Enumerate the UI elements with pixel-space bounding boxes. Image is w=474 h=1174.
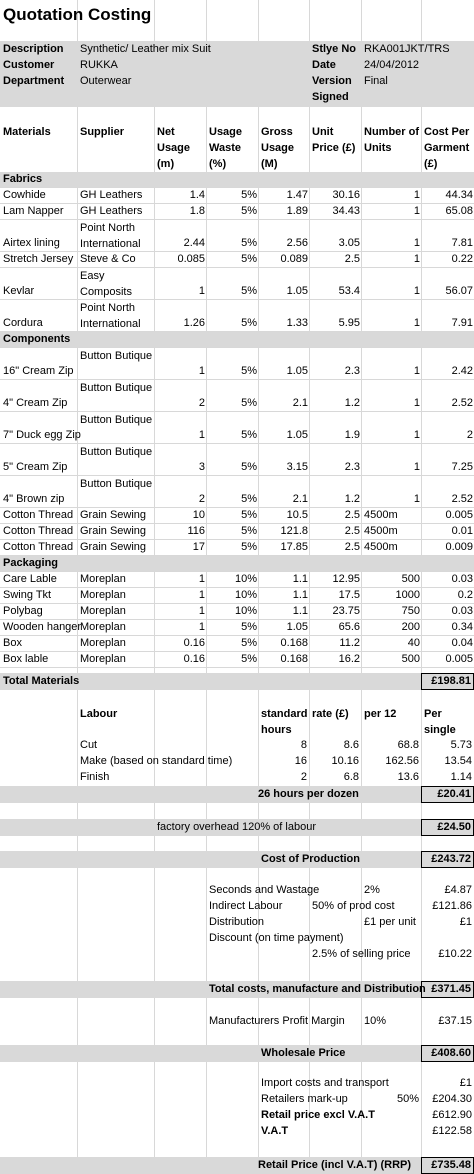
section-header-packaging — [0, 556, 474, 572]
table-row — [0, 620, 474, 636]
indirect-value: £121.86 — [432, 900, 472, 912]
cell-g: 1.1 — [292, 589, 308, 601]
cell-w: 5% — [241, 637, 257, 649]
total-costs-row — [0, 981, 474, 998]
supplier-name: Moreplan — [80, 605, 126, 617]
cell-p: 3.05 — [338, 237, 360, 249]
cell-n: 1 — [198, 621, 205, 633]
title-row — [0, 0, 474, 30]
cell-n: 0.085 — [177, 253, 205, 265]
material-name: 16" Cream Zip — [3, 365, 74, 377]
cell-p: 11.2 — [339, 637, 360, 649]
cell-u: 1 — [413, 317, 420, 329]
overhead-label: factory overhead 120% of labour — [157, 821, 316, 833]
cell-c: 0.34 — [451, 621, 473, 633]
labour-hours: 8 — [300, 739, 307, 751]
cell-c: 0.005 — [445, 509, 473, 521]
cell-p: 65.6 — [338, 621, 360, 633]
table-row — [0, 412, 474, 444]
date-label: Date — [312, 59, 336, 71]
cell-g: 0.089 — [280, 253, 308, 265]
cell-c: 7.91 — [451, 317, 473, 329]
customer-value: RUKKA — [80, 59, 118, 71]
supplier-name: Button Butique — [80, 414, 153, 426]
section-header-fabrics — [0, 172, 474, 188]
col-header-usage-waste: Usage Waste (%) — [209, 126, 243, 170]
labour-per12: 162.56 — [385, 755, 419, 767]
supplier-name: Grain Sewing — [80, 509, 147, 521]
table-row — [0, 268, 474, 300]
retail-final-value: £735.48 — [421, 1157, 474, 1174]
cell-u: 200 — [401, 621, 420, 633]
material-name: Swing Tkt — [3, 589, 52, 601]
cell-w: 5% — [241, 189, 257, 201]
cell-c: 65.08 — [445, 205, 473, 217]
cell-n: 1 — [198, 365, 205, 377]
cell-g: 1.05 — [286, 621, 308, 633]
date-value: 24/04/2012 — [364, 59, 420, 71]
labour-name: Make (based on standard time) — [80, 755, 233, 767]
cell-p: 2.5 — [344, 509, 360, 521]
cell-p: 5.95 — [338, 317, 360, 329]
supplier-name: Button Butique — [80, 382, 153, 394]
labour-rate: 10.16 — [331, 755, 359, 767]
labour-single: 13.54 — [444, 755, 472, 767]
cell-w: 10% — [234, 589, 257, 601]
total-costs-label: Total costs, manufacture and Distribution — [209, 983, 426, 995]
discount-label: Discount (on time payment) — [209, 932, 344, 944]
labour-total-label: 26 hours per dozen — [258, 788, 359, 800]
overhead-row — [0, 819, 474, 836]
cell-g: 2.56 — [286, 237, 308, 249]
supplier-name: Button Butique — [80, 350, 153, 362]
labour-row — [0, 754, 474, 770]
cell-g: 121.8 — [280, 525, 308, 537]
labour-per12-header: per 12 — [364, 708, 397, 720]
supplier-name: Easy Composits — [80, 270, 132, 298]
section-label: Components — [3, 333, 71, 345]
supplier-name: Moreplan — [80, 653, 126, 665]
labour-single-header: Per single — [424, 708, 456, 736]
col-header-units: Number of Units — [364, 126, 419, 154]
labour-single: 5.73 — [450, 739, 472, 751]
vat-label: V.A.T — [261, 1125, 289, 1137]
supplier-name: Grain Sewing — [80, 541, 147, 553]
labour-single: 1.14 — [450, 771, 472, 783]
cell-p: 2.3 — [344, 365, 360, 377]
table-row — [0, 572, 474, 588]
cell-g: 1.05 — [286, 285, 308, 297]
supplier-name: Moreplan — [80, 589, 126, 601]
supplier-name: Steve & Co — [80, 253, 136, 265]
labour-hours: 2 — [300, 771, 307, 783]
labour-header — [0, 706, 474, 740]
cell-u: 1 — [413, 253, 420, 265]
cell-p: 2.5 — [344, 253, 360, 265]
cost-of-production-label: Cost of Production — [261, 853, 360, 865]
cell-p: 1.2 — [344, 493, 360, 505]
material-name: 7" Duck egg Zip — [3, 429, 81, 441]
style-label: Stlye No — [312, 43, 357, 55]
indirect-label: Indirect Labour — [209, 900, 283, 912]
signed-label: Signed — [312, 91, 349, 103]
cell-c: 0.2 — [457, 589, 473, 601]
cell-n: 3 — [198, 461, 205, 473]
cell-g: 0.168 — [280, 653, 308, 665]
table-row — [0, 444, 474, 476]
labour-label: Labour — [80, 708, 118, 720]
wholesale-value: £408.60 — [421, 1045, 474, 1062]
material-name: Cotton Thread — [3, 541, 74, 553]
profit-row — [0, 1014, 474, 1031]
table-row — [0, 524, 474, 540]
cell-u: 4500m — [364, 509, 398, 521]
table-row — [0, 604, 474, 620]
supplier-name: Moreplan — [80, 573, 126, 585]
cell-u: 500 — [401, 573, 420, 585]
description-label: Description — [3, 43, 64, 55]
material-name: Box — [3, 637, 22, 649]
distribution-block — [0, 884, 474, 981]
material-name: Lam Napper — [3, 205, 64, 217]
cell-w: 5% — [241, 205, 257, 217]
cell-g: 17.85 — [280, 541, 308, 553]
cost-of-production-value: £243.72 — [421, 851, 474, 868]
cell-g: 0.168 — [280, 637, 308, 649]
indirect-rate: 50% of prod cost — [312, 900, 395, 912]
cell-n: 1 — [198, 429, 205, 441]
description-value: Synthetic/ Leather mix Suit — [80, 43, 211, 55]
cell-u: 1 — [413, 397, 420, 409]
table-row — [0, 380, 474, 412]
cell-n: 10 — [192, 509, 205, 521]
labour-rate-header: rate (£) — [312, 708, 349, 720]
cell-n: 17 — [192, 541, 205, 553]
cell-n: 1 — [198, 573, 205, 585]
labour-row — [0, 770, 474, 786]
cell-w: 5% — [241, 397, 257, 409]
profit-label: Manufacturers Profit Margin — [209, 1015, 345, 1027]
labour-name: Finish — [80, 771, 110, 783]
col-header-net-usage: Net Usage (m) — [157, 126, 191, 170]
cell-w: 5% — [241, 461, 257, 473]
total-materials-value: £198.81 — [421, 673, 474, 690]
distribution-label: Distribution — [209, 916, 265, 928]
material-name: Cotton Thread — [3, 509, 74, 521]
cell-u: 1 — [413, 285, 420, 297]
overhead-value: £24.50 — [421, 819, 474, 836]
cell-n: 0.16 — [183, 653, 205, 665]
version-label: Version — [312, 75, 352, 87]
cell-g: 1.05 — [286, 429, 308, 441]
supplier-name: Button Butique — [80, 446, 153, 458]
labour-rate: 8.6 — [343, 739, 359, 751]
cell-u: 1 — [413, 365, 420, 377]
cell-g: 1.47 — [286, 189, 308, 201]
markup-label: Retailers mark-up — [261, 1093, 348, 1105]
table-row — [0, 588, 474, 604]
cell-w: 5% — [241, 541, 257, 553]
cell-u: 1 — [413, 189, 420, 201]
supplier-name: GH Leathers — [80, 205, 143, 217]
table-row — [0, 204, 474, 220]
cell-g: 10.5 — [286, 509, 308, 521]
cell-u: 40 — [407, 637, 420, 649]
cell-p: 30.16 — [332, 189, 360, 201]
cell-c: 7.25 — [451, 461, 473, 473]
cell-c: 0.01 — [451, 525, 473, 537]
markup-value: £204.30 — [432, 1093, 472, 1105]
cell-n: 116 — [187, 525, 205, 537]
cell-w: 5% — [241, 621, 257, 633]
cell-w: 5% — [241, 429, 257, 441]
page-title: Quotation Costing — [3, 5, 152, 24]
cell-p: 2.5 — [344, 525, 360, 537]
cell-n: 1 — [198, 605, 205, 617]
cell-w: 10% — [234, 573, 257, 585]
vat-value: £122.58 — [432, 1125, 472, 1137]
cell-u: 750 — [401, 605, 420, 617]
retail-excl-label: Retail price excl V.A.T — [261, 1109, 375, 1121]
retail-block — [0, 1077, 474, 1147]
department-value: Outerwear — [80, 75, 132, 87]
labour-hours: 16 — [294, 755, 307, 767]
material-name: 4" Brown zip — [3, 493, 65, 505]
cell-u: 1 — [413, 429, 420, 441]
labour-row — [0, 738, 474, 754]
cell-c: 0.03 — [451, 573, 473, 585]
seconds-value: £4.87 — [444, 884, 472, 896]
material-name: Airtex lining — [3, 237, 60, 249]
cell-c: 0.22 — [451, 253, 473, 265]
wholesale-row — [0, 1045, 474, 1062]
cell-p: 34.43 — [332, 205, 360, 217]
table-row — [0, 508, 474, 524]
cell-c: 2.52 — [451, 493, 473, 505]
supplier-name: GH Leathers — [80, 189, 143, 201]
cell-u: 1 — [413, 237, 420, 249]
cell-u: 1 — [413, 205, 420, 217]
cell-u: 1 — [413, 493, 420, 505]
cell-n: 0.16 — [183, 637, 205, 649]
cell-p: 53.4 — [338, 285, 360, 297]
retail-final-row — [0, 1157, 474, 1174]
customer-label: Customer — [3, 59, 55, 71]
material-name: Stretch Jersey — [3, 253, 74, 265]
cell-c: 0.04 — [451, 637, 473, 649]
material-name: Cowhide — [3, 189, 46, 201]
cell-n: 1 — [198, 285, 205, 297]
department-label: Department — [3, 75, 65, 87]
material-name: 4" Cream Zip — [3, 397, 68, 409]
cell-w: 5% — [241, 253, 257, 265]
cell-g: 1.33 — [286, 317, 308, 329]
cell-g: 2.1 — [292, 397, 308, 409]
material-name: Box lable — [3, 653, 49, 665]
cell-u: 4500m — [364, 525, 398, 537]
discount-value: £10.22 — [438, 948, 472, 960]
header-block — [0, 41, 474, 107]
table-row — [0, 188, 474, 204]
cell-c: 0.005 — [445, 653, 473, 665]
material-name: Cotton Thread — [3, 525, 74, 537]
cell-p: 1.9 — [344, 429, 360, 441]
cell-c: 44.34 — [445, 189, 473, 201]
total-materials-row — [0, 673, 474, 690]
cell-p: 2.3 — [344, 461, 360, 473]
cell-u: 1000 — [395, 589, 420, 601]
cell-p: 23.75 — [332, 605, 360, 617]
material-name: Cordura — [3, 317, 43, 329]
material-name: Kevlar — [3, 285, 35, 297]
import-label: Import costs and transport — [261, 1077, 389, 1089]
col-header-gross-usage: Gross Usage (M) — [261, 126, 295, 170]
cell-w: 5% — [241, 653, 257, 665]
cell-w: 5% — [241, 317, 257, 329]
cell-c: 0.03 — [451, 605, 473, 617]
supplier-name: Moreplan — [80, 621, 126, 633]
cell-w: 5% — [241, 493, 257, 505]
labour-per12: 68.8 — [397, 739, 419, 751]
cell-u: 500 — [401, 653, 420, 665]
cell-c: 0.009 — [445, 541, 473, 553]
cell-p: 17.5 — [338, 589, 360, 601]
cost-of-production-row — [0, 851, 474, 868]
cell-p: 2.5 — [344, 541, 360, 553]
col-header-supplier: Supplier — [80, 126, 125, 138]
cell-n: 1.4 — [189, 189, 205, 201]
retail-excl-value: £612.90 — [432, 1109, 472, 1121]
profit-value: £37.15 — [438, 1015, 472, 1027]
material-name: 5" Cream Zip — [3, 461, 68, 473]
cell-p: 1.2 — [344, 397, 360, 409]
col-header-cost: Cost Per Garment (£) — [424, 126, 470, 170]
col-header-materials: Materials — [3, 126, 51, 138]
cell-g: 1.05 — [286, 365, 308, 377]
cell-w: 5% — [241, 525, 257, 537]
cell-g: 3.15 — [286, 461, 308, 473]
cell-w: 5% — [241, 237, 257, 249]
labour-total-value: £20.41 — [421, 786, 474, 803]
cell-n: 1.26 — [183, 317, 205, 329]
labour-rate: 6.8 — [343, 771, 359, 783]
cell-n: 2.44 — [183, 237, 205, 249]
cell-g: 1.1 — [292, 605, 308, 617]
cell-n: 2 — [198, 493, 205, 505]
cell-w: 5% — [241, 285, 257, 297]
cell-n: 1.8 — [189, 205, 205, 217]
version-value: Final — [364, 75, 388, 87]
discount-rate: 2.5% of selling price — [312, 948, 411, 960]
table-row — [0, 300, 474, 332]
column-headers — [0, 122, 474, 172]
distribution-rate: £1 per unit — [364, 916, 416, 928]
col-header-unit-price: Unit Price (£) — [312, 126, 356, 154]
table-row — [0, 652, 474, 668]
cell-p: 16.2 — [338, 653, 360, 665]
table-row — [0, 540, 474, 556]
seconds-rate: 2% — [364, 884, 380, 896]
cell-c: 2 — [466, 429, 473, 441]
total-costs-value: £371.45 — [421, 981, 474, 998]
table-row — [0, 348, 474, 380]
supplier-name: Button Butique — [80, 478, 153, 490]
labour-total-row — [0, 786, 474, 803]
wholesale-label: Wholesale Price — [261, 1047, 346, 1059]
profit-rate: 10% — [364, 1015, 387, 1027]
style-value: RKA001JKT/TRS — [364, 43, 450, 55]
labour-name: Cut — [80, 739, 98, 751]
supplier-name: Grain Sewing — [80, 525, 147, 537]
cell-u: 4500m — [364, 541, 398, 553]
cell-n: 2 — [198, 397, 205, 409]
table-row — [0, 220, 474, 252]
section-header-components — [0, 332, 474, 348]
supplier-name: Point North International — [80, 302, 141, 330]
material-name: Wooden hanger — [3, 621, 82, 633]
supplier-name: Moreplan — [80, 637, 126, 649]
cell-u: 1 — [413, 461, 420, 473]
cell-w: 10% — [234, 605, 257, 617]
markup-rate: 50% — [396, 1093, 419, 1105]
labour-hours-header: standard hours — [261, 708, 308, 736]
table-row — [0, 636, 474, 652]
material-name: Polybag — [3, 605, 43, 617]
retail-final-label: Retail Price (incl V.A.T) (RRP) — [258, 1159, 412, 1171]
cell-w: 5% — [241, 509, 257, 521]
cell-g: 1.1 — [292, 573, 308, 585]
table-row — [0, 476, 474, 508]
labour-per12: 13.6 — [397, 771, 419, 783]
cell-n: 1 — [198, 589, 205, 601]
seconds-label: Seconds and Wastage — [209, 884, 320, 896]
distribution-value: £1 — [459, 916, 472, 928]
cell-g: 1.89 — [286, 205, 308, 217]
cell-p: 12.95 — [332, 573, 360, 585]
cell-w: 5% — [241, 365, 257, 377]
import-value: £1 — [459, 1077, 472, 1089]
supplier-name: Point North International — [80, 222, 141, 250]
cell-c: 7.81 — [451, 237, 473, 249]
total-materials-label: Total Materials — [3, 675, 80, 687]
material-name: Care Lable — [3, 573, 57, 585]
table-row — [0, 252, 474, 268]
cell-c: 56.07 — [445, 285, 473, 297]
section-label: Fabrics — [3, 173, 43, 185]
cell-c: 2.52 — [451, 397, 473, 409]
cell-c: 2.42 — [451, 365, 473, 377]
section-label: Packaging — [3, 557, 59, 569]
cell-g: 2.1 — [292, 493, 308, 505]
